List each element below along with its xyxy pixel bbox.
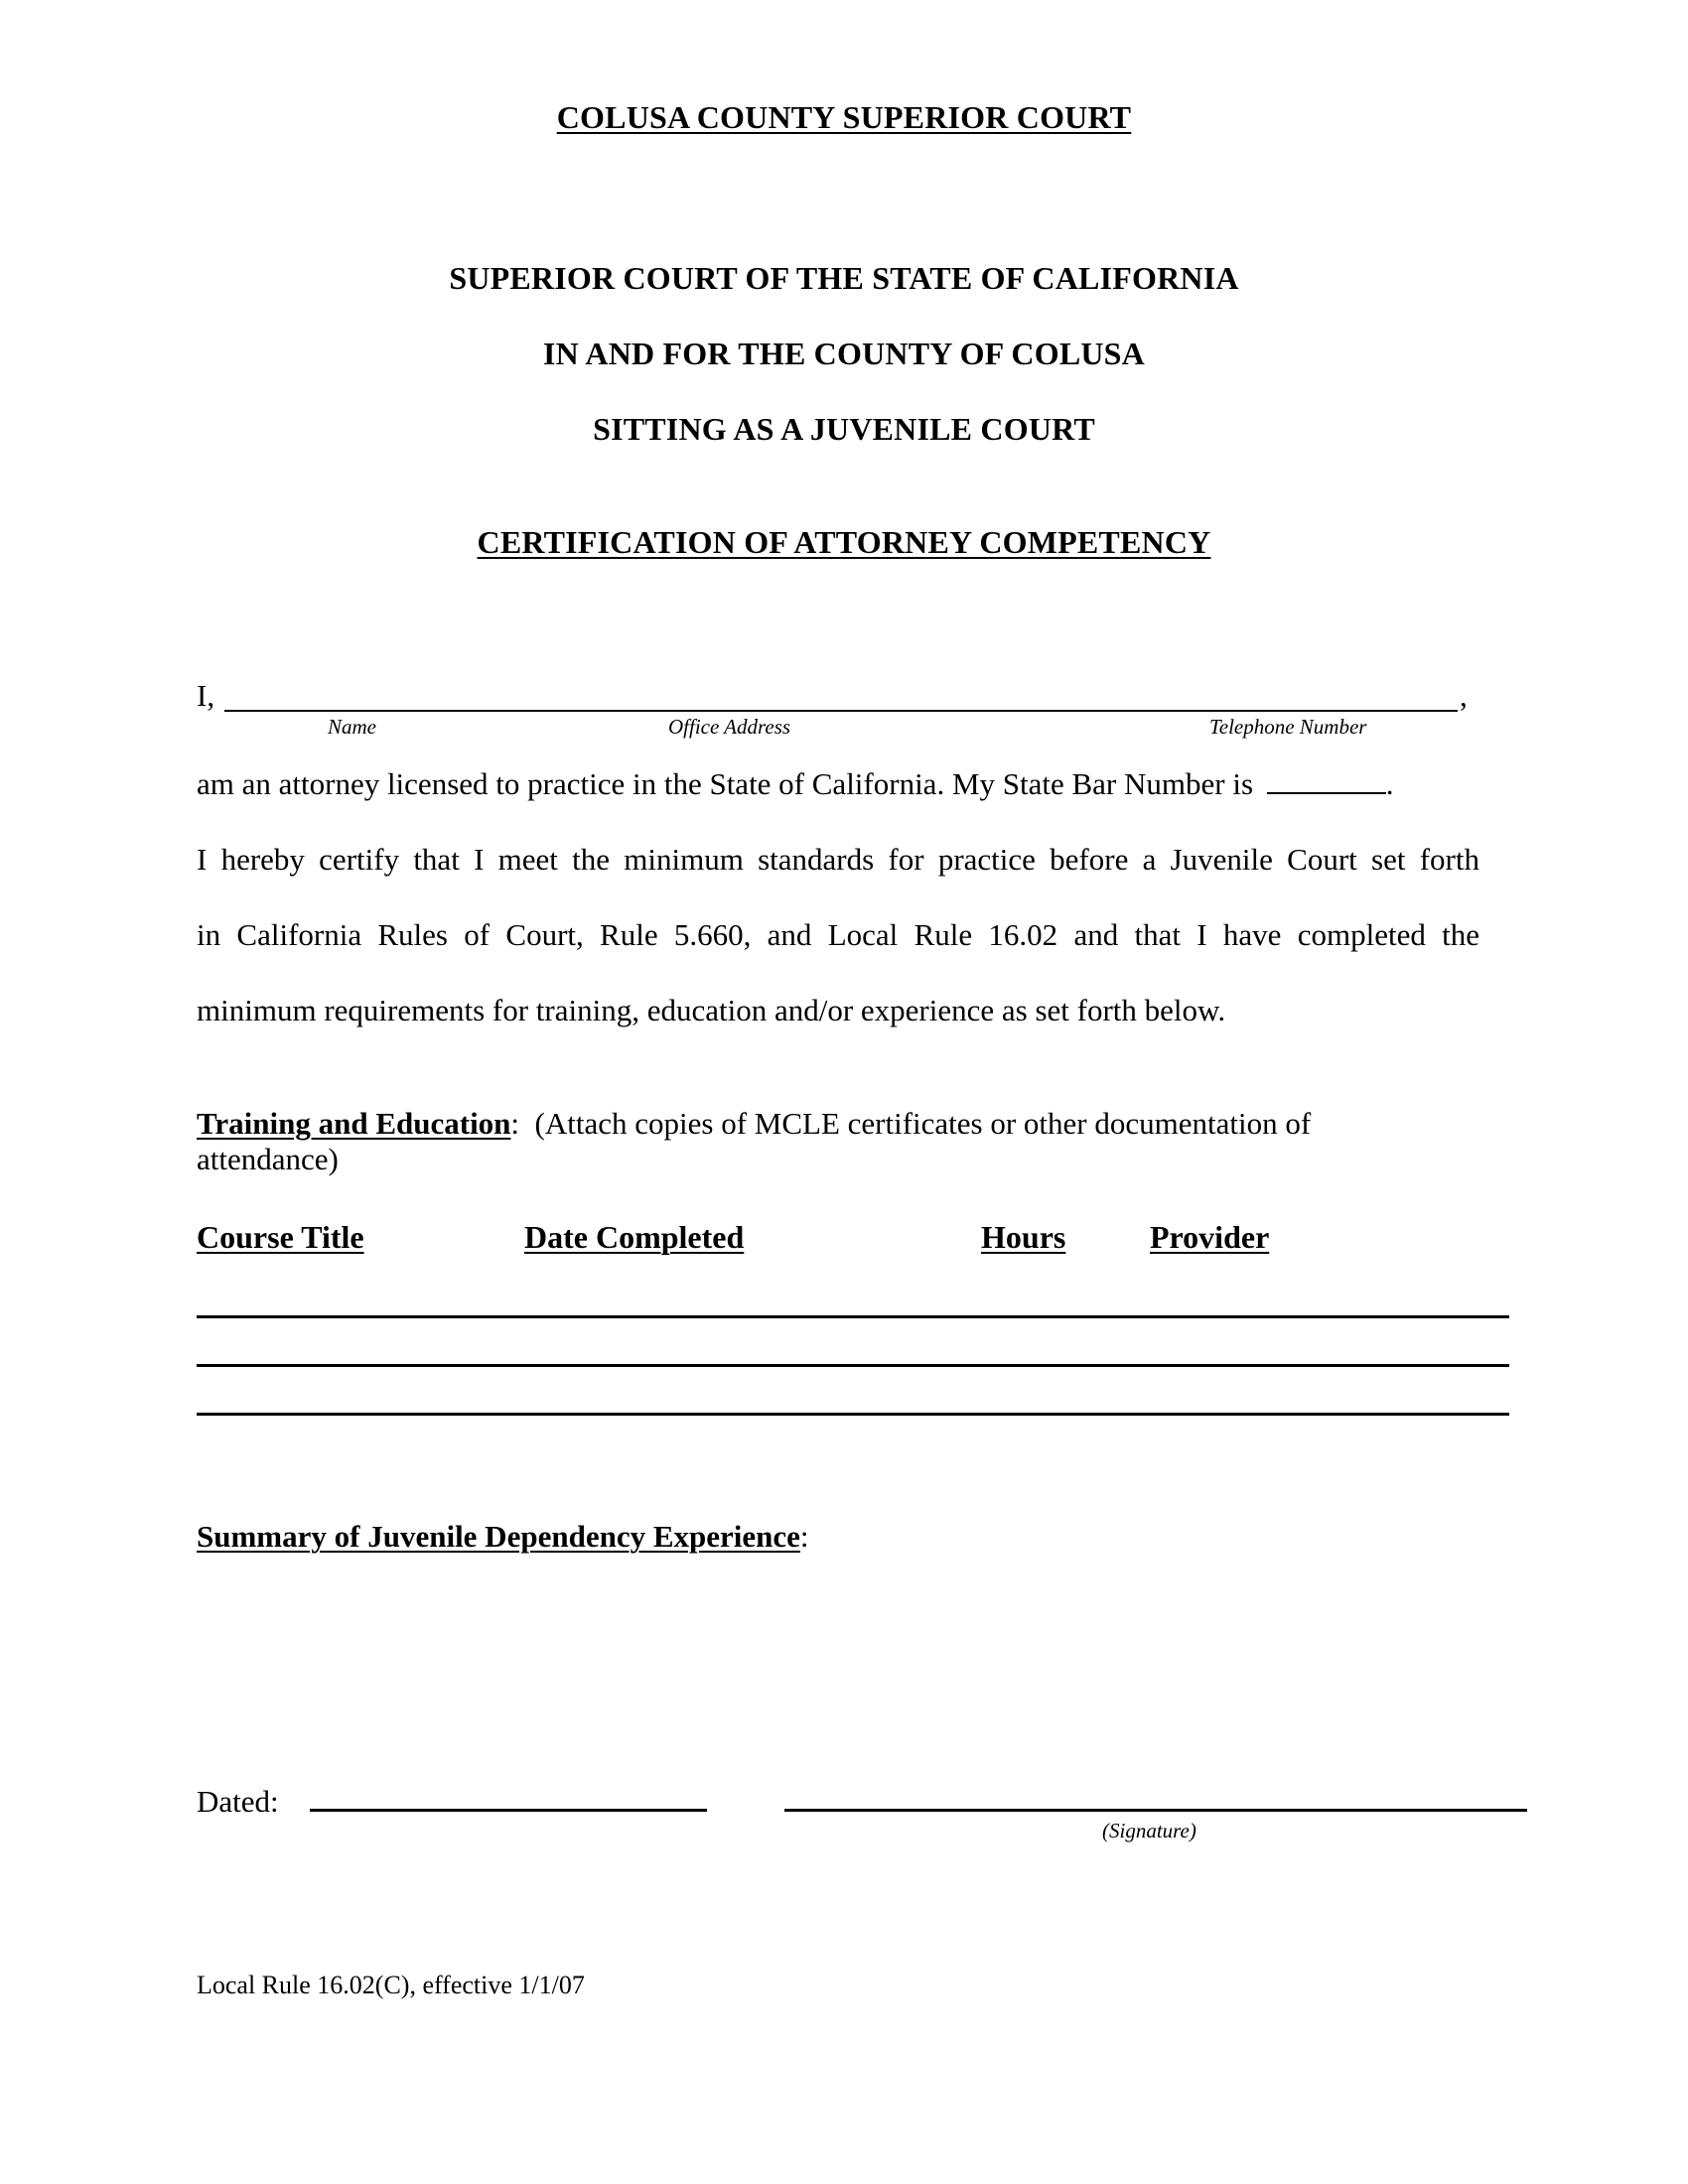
training-heading: Training and Education: [197, 1106, 511, 1141]
form-title: CERTIFICATION OF ATTORNEY COMPETENCY: [477, 524, 1211, 560]
caption-line-3: SITTING AS A JUVENILE COURT: [593, 411, 1095, 447]
office-address-label: Office Address: [668, 715, 791, 739]
experience-heading-row: Summary of Juvenile Dependency Experience:: [197, 1519, 809, 1554]
statement-line-3: in California Rules of Court, Rule 5.660, and Local Rule 16.02 and that I have completed the: [197, 917, 1479, 952]
statement-line-1: am an attorney licensed to practice in the State of California. My State Bar Number is .: [197, 766, 1394, 801]
statement-line-4: minimum requirements for training, education and/or experience as set forth below.: [197, 993, 1226, 1027]
declarant-prefix: I,: [197, 678, 215, 713]
bar-number-field[interactable]: [1267, 768, 1386, 794]
declarant-suffix: ,: [1460, 678, 1468, 713]
statement-line-2: I hereby certify that I meet the minimum standards for practice before a Juvenile Court set forth: [197, 842, 1479, 877]
caption-line-1: SUPERIOR COURT OF THE STATE OF CALIFORNIA: [449, 260, 1239, 296]
column-course-title: Course Title: [197, 1219, 364, 1255]
telephone-label: Telephone Number: [1209, 715, 1367, 739]
training-note-continued: attendance): [197, 1142, 339, 1176]
experience-heading: Summary of Juvenile Dependency Experience: [197, 1519, 800, 1554]
caption-line-2: IN AND FOR THE COUNTY OF COLUSA: [543, 336, 1145, 371]
training-entry-line[interactable]: [197, 1315, 1509, 1318]
column-hours: Hours: [981, 1219, 1066, 1255]
dated-label: Dated:: [197, 1784, 279, 1819]
name-label: Name: [328, 715, 376, 739]
court-name: COLUSA COUNTY SUPERIOR COURT: [556, 99, 1132, 135]
signature-field[interactable]: [784, 1809, 1527, 1812]
signature-label: (Signature): [1102, 1819, 1196, 1843]
training-entry-line[interactable]: [197, 1364, 1509, 1367]
footer-note: Local Rule 16.02(C), effective 1/1/07: [197, 1971, 585, 1999]
column-provider: Provider: [1150, 1219, 1270, 1255]
training-heading-row: Training and Education: (Attach copies of MCLE certificates or other documentation of: [197, 1106, 1312, 1141]
date-field[interactable]: [310, 1809, 707, 1812]
column-date-completed: Date Completed: [524, 1219, 745, 1255]
declarant-field[interactable]: [224, 710, 1458, 712]
training-note: (Attach copies of MCLE certificates or other documentation of: [534, 1106, 1312, 1141]
training-entry-line[interactable]: [197, 1413, 1509, 1416]
